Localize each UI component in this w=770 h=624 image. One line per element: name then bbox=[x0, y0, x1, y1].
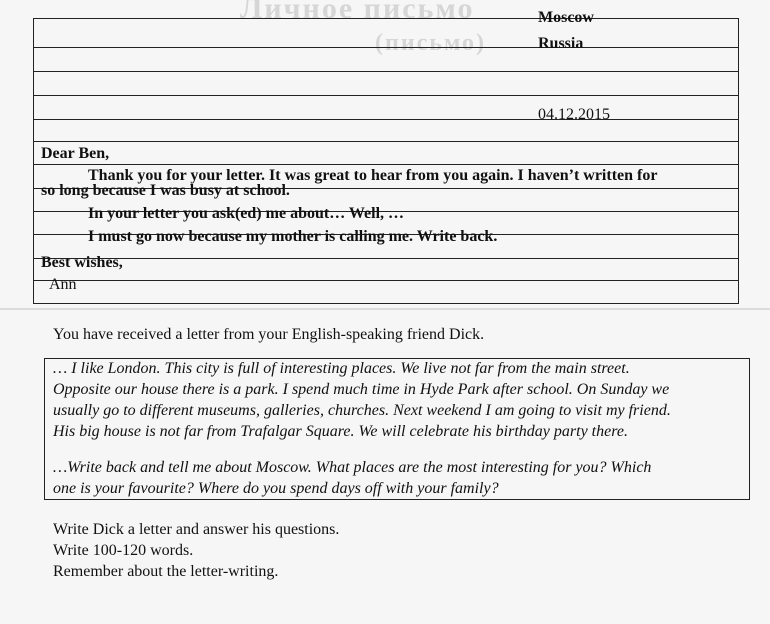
template-right-border bbox=[738, 18, 739, 304]
bleed-through-text: (письмо) bbox=[375, 30, 487, 56]
template-left-border bbox=[33, 18, 34, 304]
excerpt-line: usually go to different museums, galleries, churches. Next weekend I am going to visit my friend. bbox=[53, 402, 671, 419]
template-line bbox=[33, 18, 739, 19]
instruction-line: Write Dick a letter and answer his questions. bbox=[53, 521, 340, 538]
letter-signature: Ann bbox=[49, 276, 77, 293]
instruction-line: Write 100-120 words. bbox=[53, 542, 194, 559]
excerpt-line: one is your favourite? Where do you spend days off with your family? bbox=[53, 480, 499, 497]
excerpt-line: Opposite our house there is a park. I spend much time in Hyde Park after school. On Sunday we bbox=[53, 381, 670, 398]
address-country: Russia bbox=[538, 35, 584, 52]
instruction-line: Remember about the letter-writing. bbox=[53, 563, 279, 580]
template-line bbox=[33, 95, 739, 96]
template-line bbox=[33, 47, 739, 48]
template-line bbox=[33, 141, 739, 142]
template-line bbox=[33, 71, 739, 72]
excerpt-line: …Write back and tell me about Moscow. What places are the most interesting for you? Which bbox=[53, 459, 652, 476]
letter-body-line: so long because I was busy at school. bbox=[41, 182, 290, 199]
bleed-through-text: Личное письмо bbox=[240, 0, 475, 25]
letter-closing: Best wishes, bbox=[41, 254, 123, 271]
letter-body-line: In your letter you ask(ed) me about… Well, … bbox=[88, 205, 405, 222]
address-city: Moscow bbox=[538, 9, 594, 26]
template-line bbox=[33, 119, 739, 120]
template-line bbox=[33, 303, 739, 304]
page-fold bbox=[0, 308, 770, 310]
template-line bbox=[33, 258, 739, 259]
excerpt-line: His big house is not far from Trafalgar Square. We will celebrate his birthday party there. bbox=[53, 423, 628, 440]
letter-body-line: I must go now because my mother is calling me. Write back. bbox=[88, 228, 498, 245]
letter-body-line: Thank you for your letter. It was great to hear from you again. I haven’t written for bbox=[88, 167, 658, 184]
template-line bbox=[33, 164, 739, 165]
letter-greeting: Dear Ben, bbox=[41, 145, 110, 162]
friend-letter-excerpt bbox=[44, 358, 750, 500]
template-line bbox=[33, 280, 739, 281]
excerpt-line: … I like London. This city is full of interesting places. We live not far from the main street. bbox=[53, 360, 630, 377]
task-intro: You have received a letter from your English-speaking friend Dick. bbox=[53, 326, 485, 343]
letter-date: 04.12.2015 bbox=[538, 106, 610, 123]
